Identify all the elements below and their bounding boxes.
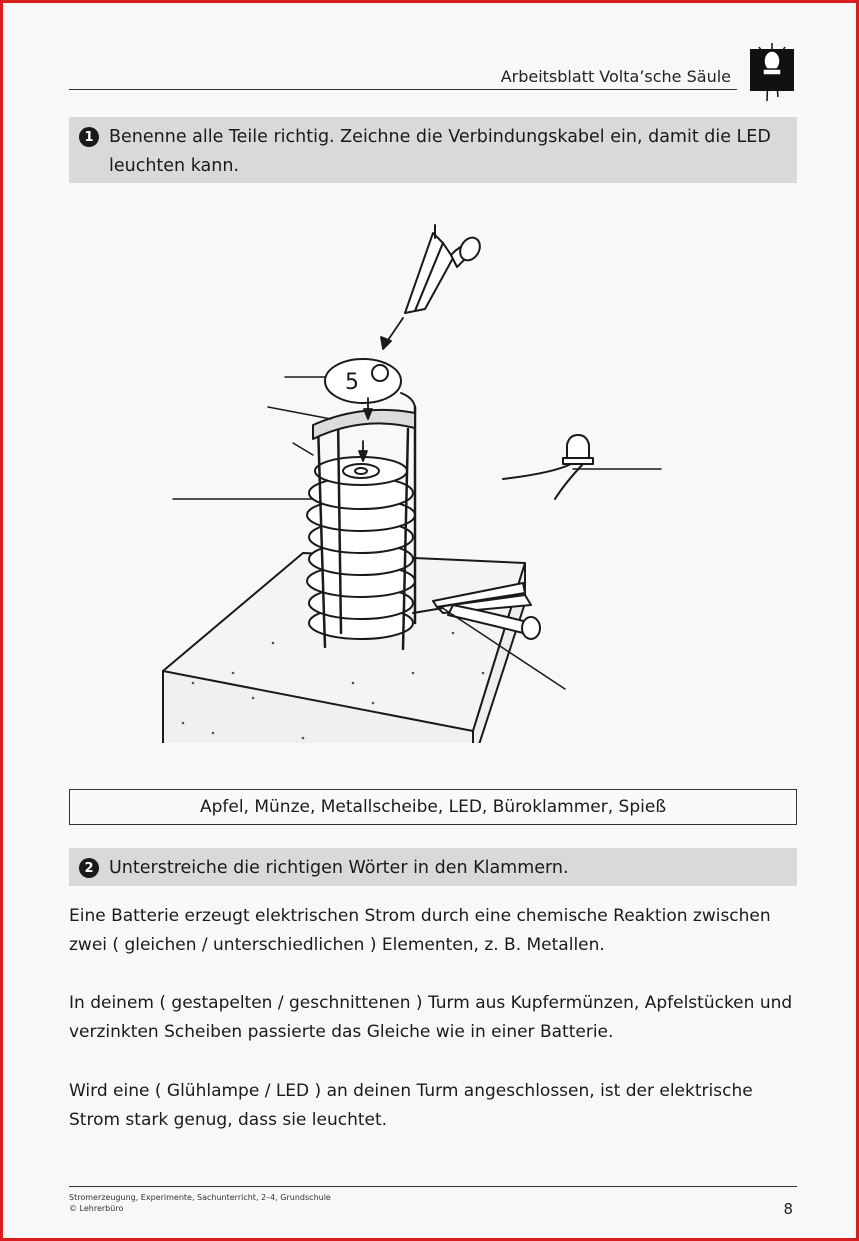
footer-subject: Stromerzeugung, Experimente, Sachunterricht, 2–4, Grundschule	[69, 1193, 331, 1202]
header-divider	[69, 89, 737, 90]
word-bank-box: Apfel, Münze, Metallscheibe, LED, Büroklammer, Spieß	[69, 789, 797, 825]
paragraph-tower: In deinem ( gestapelten / geschnittenen ) Turm aus Kupfermünzen, Apfelstücken und verzinkten Scheiben passierte das Gleiche wie in einer Batterie.	[69, 993, 793, 1042]
footer-divider	[69, 1186, 797, 1187]
paragraph-battery: Eine Batterie erzeugt elektrischen Strom durch eine chemische Reaktion zwischen zwei ( gleichen / unterschiedlichen ) Elementen, z. B. Metallen.	[69, 906, 771, 955]
task-1-box	[69, 117, 797, 183]
footer-publisher: © Lehrerbüro	[69, 1204, 124, 1213]
page-number: 8	[783, 1200, 793, 1218]
task-1-text: Benenne alle Teile richtig. Zeichne die Verbindungskabel ein, damit die LED leuchten kann.	[109, 127, 771, 176]
crocodile-clip-top-drawing	[405, 225, 484, 313]
header-title: Arbeitsblatt Volta’sche Säule	[500, 67, 731, 86]
volta-pile-illustration	[153, 203, 713, 743]
task-number-1: 1	[79, 127, 99, 147]
footer-credits	[69, 1192, 331, 1214]
task-2-text: Unterstreiche die richtigen Wörter in den Klammern.	[109, 858, 569, 878]
task-2-box	[69, 848, 797, 886]
led-logo-icon	[747, 43, 797, 105]
coin-value: 5	[345, 370, 359, 395]
task-number-2: 2	[79, 858, 99, 878]
led-drawing	[503, 435, 593, 499]
coin-drawing	[325, 359, 401, 403]
paragraph-led: Wird eine ( Glühlampe / LED ) an deinen Turm angeschlossen, ist der elektrische Strom stark genug, dass sie leuchtet.	[69, 1081, 753, 1130]
